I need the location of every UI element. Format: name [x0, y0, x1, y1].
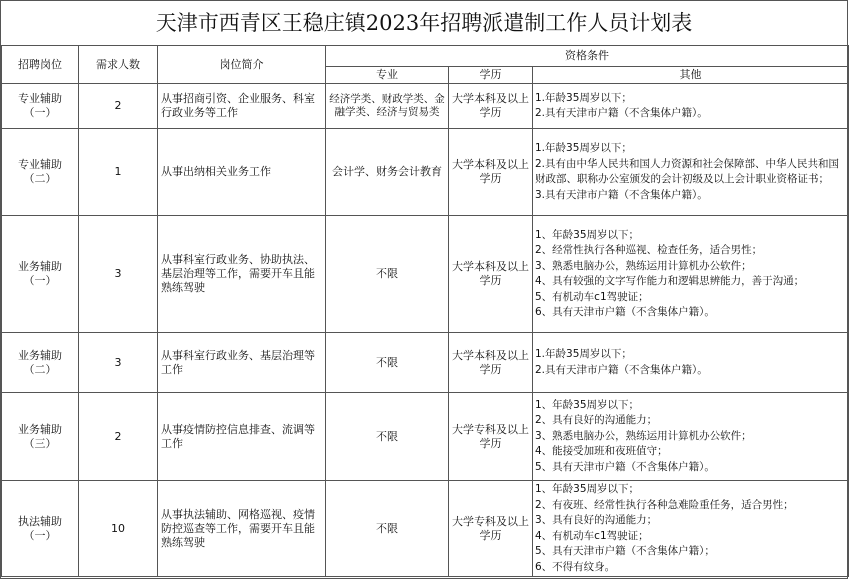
- intro-cell: 从事招商引资、企业服务、科室行政业务等工作: [158, 84, 326, 129]
- post-number: （一）: [23, 528, 57, 542]
- intro-cell: 从事执法辅助、网格巡视、疫情防控巡查等工作，需要开车且能熟练驾驶: [158, 481, 326, 577]
- other-cell: [533, 481, 849, 577]
- other-cell: [533, 216, 849, 333]
- count-cell: 3: [79, 216, 158, 333]
- other-item: 4、有机动车c1驾驶证；: [535, 529, 649, 542]
- count-cell: 2: [79, 393, 158, 481]
- other-item: 3、具有良好的沟通能力；: [535, 514, 658, 526]
- other-item: 1.年龄35周岁以下；: [535, 142, 632, 154]
- other-item: 3.具有天津市户籍（不含集体户籍）。: [535, 188, 708, 201]
- header-education: 学历: [449, 67, 533, 84]
- other-item: 2.具有天津市户籍（不含集体户籍）。: [535, 363, 708, 376]
- intro-cell: 从事疫情防控信息排查、流调等工作: [158, 393, 326, 481]
- other-item: 2、经常性执行各种巡视、检查任务，适合男性；: [535, 244, 763, 256]
- major-cell: 不限: [326, 333, 449, 393]
- major-cell: 不限: [326, 481, 449, 577]
- document-title: 天津市西青区王稳庄镇2023年招聘派遣制工作人员计划表: [1, 1, 847, 46]
- education-cell: 大学专科及以上学历: [449, 481, 533, 577]
- table-row: [2, 129, 849, 216]
- post-number: （一）: [23, 274, 57, 287]
- intro-cell: 从事科室行政业务、基层治理等工作: [158, 333, 326, 393]
- header-row-top: [2, 46, 849, 67]
- other-item: 1.年龄35周岁以下；: [535, 348, 632, 360]
- post-name: 专业辅助: [18, 158, 62, 171]
- post-cell: [2, 216, 79, 333]
- major-cell: 不限: [326, 216, 449, 333]
- post-name: 专业辅助: [18, 92, 62, 105]
- recruitment-table: [1, 45, 849, 577]
- table-row: [2, 333, 849, 393]
- other-cell: [533, 393, 849, 481]
- other-item: 2.具有天津市户籍（不含集体户籍）。: [535, 107, 708, 119]
- other-item: 2.具有由中华人民共和国人力资源和社会保障部、中华人民共和国财政部、职称办公室颁发的会计初级及以上会计职业资格证书；: [535, 157, 840, 185]
- other-item: 1、年龄35周岁以下；: [535, 228, 640, 241]
- major-cell: 经济学类、财政学类、金融学类、经济与贸易类: [326, 84, 449, 129]
- table-row: [2, 481, 849, 577]
- post-cell: [2, 84, 79, 129]
- other-cell: [533, 333, 849, 393]
- header-major: 专业: [326, 67, 449, 84]
- intro-cell: 从事出纳相关业务工作: [158, 129, 326, 216]
- count-cell: 10: [79, 481, 158, 577]
- other-item: 5、具有天津市户籍（不含集体户籍）。: [535, 460, 715, 473]
- other-item: 4、具有较强的文字写作能力和逻辑思辨能力，善于沟通；: [535, 275, 805, 287]
- other-cell: [533, 129, 849, 216]
- post-number: （三）: [23, 436, 57, 450]
- post-name: 业务辅助: [18, 422, 62, 436]
- other-item: 3、熟悉电脑办公，熟练运用计算机办公软件；: [535, 259, 752, 272]
- post-name: 业务辅助: [18, 348, 62, 362]
- post-name: 执法辅助: [18, 514, 62, 528]
- intro-cell: 从事科室行政业务、协助执法、基层治理等工作，需要开车且能熟练驾驶: [158, 216, 326, 333]
- table-row: [2, 216, 849, 333]
- post-number: （二）: [23, 172, 57, 185]
- header-qualifications: 资格条件: [326, 46, 849, 67]
- header-count: 需求人数: [79, 46, 158, 84]
- education-cell: 大学本科及以上学历: [449, 84, 533, 129]
- other-item: 1.年龄35周岁以下；: [535, 91, 632, 104]
- major-cell: 会计学、财务会计教育: [326, 129, 449, 216]
- other-item: 5、有机动车c1驾驶证；: [535, 290, 649, 303]
- other-item: 3、熟悉电脑办公，熟练运用计算机办公软件；: [535, 429, 752, 442]
- education-cell: 大学本科及以上学历: [449, 216, 533, 333]
- count-cell: 1: [79, 129, 158, 216]
- header-other: 其他: [533, 67, 849, 84]
- header-intro: 岗位简介: [158, 46, 326, 84]
- post-cell: [2, 129, 79, 216]
- education-cell: 大学专科及以上学历: [449, 393, 533, 481]
- other-item: 2、具有良好的沟通能力；: [535, 414, 658, 427]
- post-cell: [2, 393, 79, 481]
- other-item: 1、年龄35周岁以下；: [535, 483, 640, 495]
- other-item: 1、年龄35周岁以下；: [535, 398, 640, 411]
- post-cell: [2, 481, 79, 577]
- other-item: 6、具有天津市户籍（不含集体户籍）。: [535, 306, 715, 318]
- header-post: 招聘岗位: [2, 46, 79, 84]
- table-row: [2, 393, 849, 481]
- other-item: 4、能接受加班和夜班值守；: [535, 445, 668, 458]
- post-number: （二）: [23, 362, 57, 376]
- other-cell: [533, 84, 849, 129]
- other-item: 5、具有天津市户籍（不含集体户籍）；: [535, 545, 715, 557]
- post-number: （一）: [23, 106, 57, 119]
- count-cell: 2: [79, 84, 158, 129]
- post-name: 业务辅助: [18, 260, 62, 273]
- education-cell: 大学本科及以上学历: [449, 129, 533, 216]
- other-item: 6、不得有纹身。: [535, 560, 616, 573]
- education-cell: 大学本科及以上学历: [449, 333, 533, 393]
- post-cell: [2, 333, 79, 393]
- other-item: 2、有夜班、经常性执行各种急难险重任务，适合男性；: [535, 498, 794, 511]
- major-cell: 不限: [326, 393, 449, 481]
- count-cell: 3: [79, 333, 158, 393]
- table-row: [2, 84, 849, 129]
